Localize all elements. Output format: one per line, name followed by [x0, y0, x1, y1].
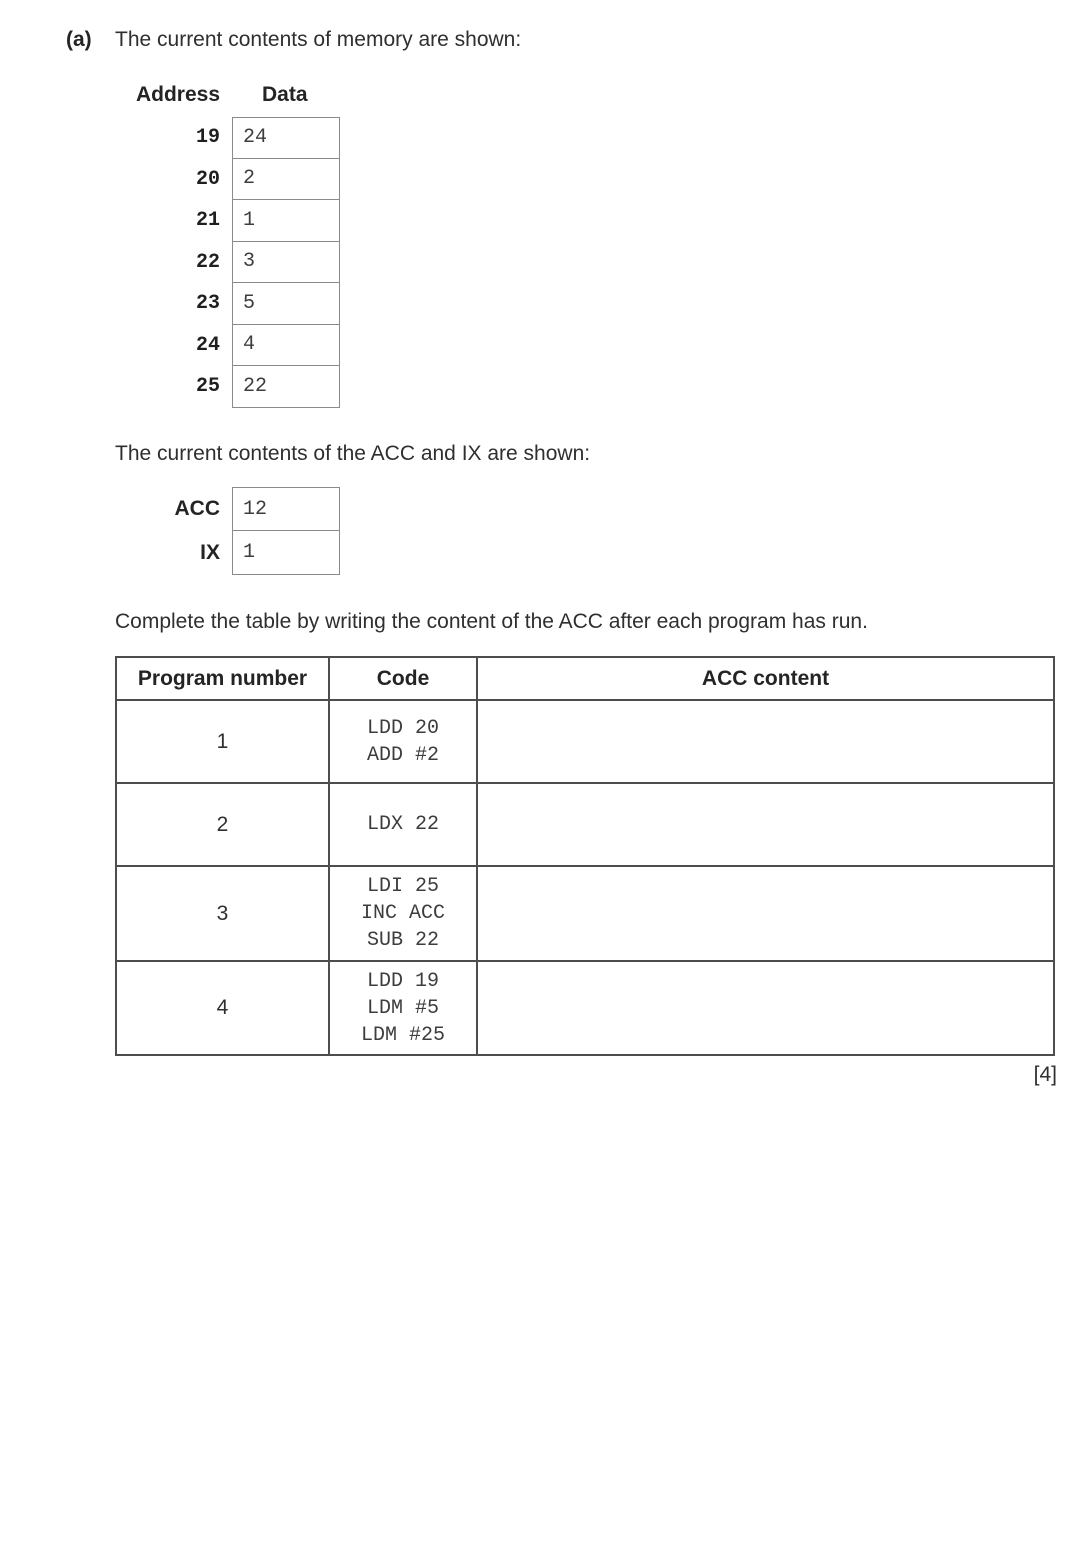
register-row: [110, 487, 340, 531]
memory-data-cell: 2: [232, 159, 340, 201]
memory-address-label: 21: [195, 209, 220, 233]
program-code: [329, 783, 477, 866]
program-row: [116, 961, 1054, 1055]
memory-row: [110, 325, 340, 367]
memory-table: [110, 117, 340, 408]
code-line: SUB 22: [366, 929, 439, 952]
memory-data-header: Data: [262, 83, 308, 106]
acc-content-header: ACC content: [477, 657, 1054, 700]
program-code: [329, 700, 477, 783]
memory-data-cell: 22: [232, 366, 340, 408]
acc-register-value: 12: [232, 487, 340, 531]
memory-data-cell: 24: [232, 117, 340, 159]
acc-content-answer-cell: [477, 700, 1054, 783]
acc-register-label: ACC: [174, 497, 220, 520]
ix-register-label: IX: [200, 541, 220, 564]
code-header: Code: [329, 657, 477, 700]
code-line: LDX 22: [366, 813, 439, 836]
task-instruction-text: Complete the table by writing the content of the ACC after each program has run.: [115, 610, 868, 633]
acc-content-answer-cell: [477, 866, 1054, 961]
program-code: [329, 866, 477, 961]
code-line: LDD 19: [366, 969, 439, 993]
memory-row: [110, 242, 340, 284]
program-row: [116, 700, 1054, 783]
memory-row: [110, 283, 340, 325]
memory-row: [110, 366, 340, 408]
code-line: ADD #2: [366, 743, 439, 767]
program-table-header-row: [116, 657, 1054, 700]
code-line: LDD 20: [366, 716, 439, 740]
memory-data-cell: 1: [232, 200, 340, 242]
program-row: [116, 783, 1054, 866]
memory-row: [110, 117, 340, 159]
register-table: [110, 487, 340, 575]
memory-address-label: 23: [195, 292, 220, 316]
part-label: (a): [66, 28, 92, 51]
code-line: LDI 25: [366, 875, 439, 898]
memory-data-cell: 3: [232, 242, 340, 284]
code-line: LDM #5: [366, 996, 439, 1020]
memory-intro-text: The current contents of memory are shown:: [115, 28, 522, 51]
code-line: INC ACC: [360, 902, 445, 925]
memory-row: [110, 159, 340, 201]
marks-indicator: [4]: [1033, 1063, 1057, 1086]
memory-data-cell: 5: [232, 283, 340, 325]
register-row: [110, 531, 340, 575]
memory-address-label: 19: [195, 126, 220, 150]
memory-column-headers: [110, 83, 340, 107]
acc-ix-intro-text: The current contents of the ACC and IX are shown:: [115, 442, 591, 465]
code-line: LDM #25: [360, 1023, 445, 1047]
memory-address-header: Address: [135, 83, 220, 106]
program-number: 3: [116, 866, 329, 961]
memory-address-label: 22: [195, 250, 220, 274]
acc-content-answer-cell: [477, 783, 1054, 866]
memory-address-label: 24: [195, 333, 220, 357]
program-number: 4: [116, 961, 329, 1055]
memory-address-label: 25: [195, 375, 220, 399]
acc-content-answer-cell: [477, 961, 1054, 1055]
program-trace-table: [115, 656, 1055, 1056]
program-row: [116, 866, 1054, 961]
program-code: [329, 961, 477, 1055]
memory-address-label: 20: [195, 167, 220, 191]
program-number: 2: [116, 783, 329, 866]
memory-data-cell: 4: [232, 325, 340, 367]
ix-register-value: 1: [232, 531, 340, 575]
program-number: 1: [116, 700, 329, 783]
memory-row: [110, 200, 340, 242]
program-number-header: Program number: [116, 657, 329, 700]
